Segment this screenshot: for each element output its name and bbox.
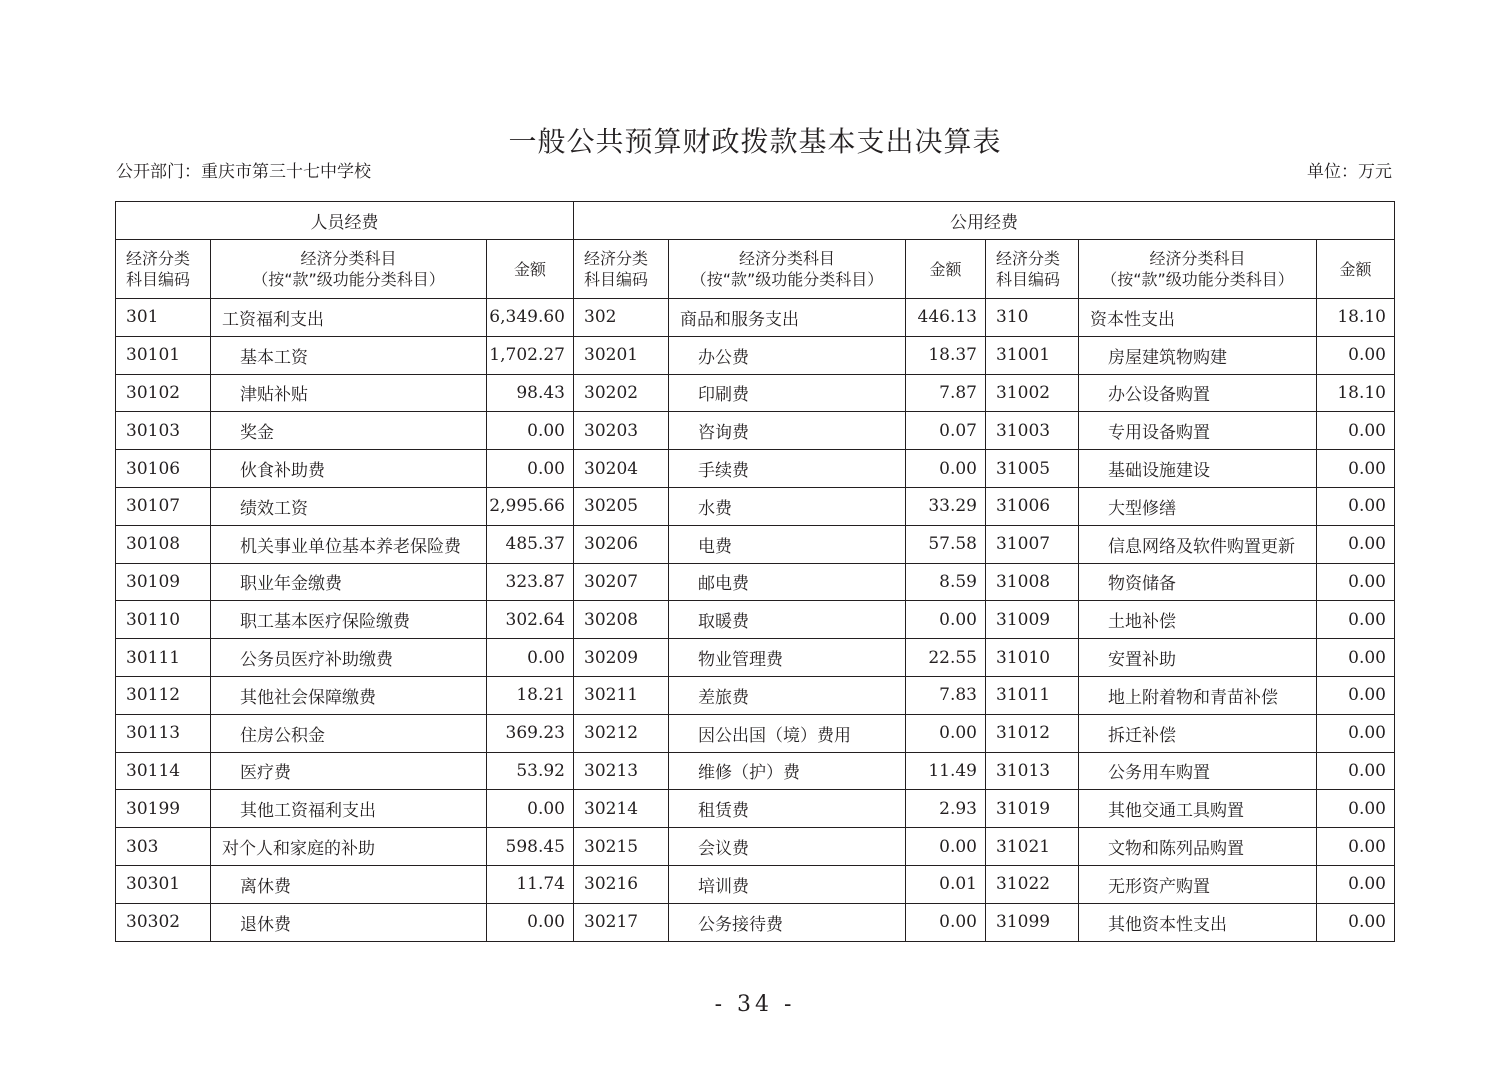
cell-amount: 0.00 — [906, 828, 986, 866]
cell-code: 31006 — [986, 487, 1079, 525]
cell-amount: 6,349.60 — [487, 299, 574, 337]
group-header-personnel: 人员经费 — [116, 202, 574, 240]
cell-name: 公务员医疗补助缴费 — [211, 639, 487, 677]
cell-amount: 598.45 — [487, 828, 574, 866]
table-body — [116, 299, 1395, 942]
cell-code: 30113 — [116, 714, 211, 752]
table-row — [116, 374, 1395, 412]
cell-name: 退休费 — [211, 903, 487, 941]
cell-amount: 369.23 — [487, 714, 574, 752]
cell-name: 离休费 — [211, 865, 487, 903]
cell-amount: 0.00 — [1317, 790, 1395, 828]
table-row — [116, 412, 1395, 450]
cell-name: 大型修缮 — [1079, 487, 1317, 525]
table-row — [116, 714, 1395, 752]
cell-code: 30199 — [116, 790, 211, 828]
cell-code: 30211 — [574, 676, 669, 714]
cell-name: 其他工资福利支出 — [211, 790, 487, 828]
cell-amount: 0.00 — [487, 450, 574, 488]
cell-code: 31021 — [986, 828, 1079, 866]
cell-code: 31009 — [986, 601, 1079, 639]
cell-code: 30107 — [116, 487, 211, 525]
cell-code: 30215 — [574, 828, 669, 866]
cell-amount: 98.43 — [487, 374, 574, 412]
cell-code: 30108 — [116, 525, 211, 563]
cell-code: 301 — [116, 299, 211, 337]
cell-code: 30201 — [574, 336, 669, 374]
cell-name: 奖金 — [211, 412, 487, 450]
cell-amount: 53.92 — [487, 752, 574, 790]
cell-code: 30213 — [574, 752, 669, 790]
cell-amount: 0.00 — [487, 790, 574, 828]
table-row — [116, 903, 1395, 941]
column-header-amount: 金额 — [906, 240, 986, 299]
cell-amount: 18.10 — [1317, 374, 1395, 412]
cell-name: 其他交通工具购置 — [1079, 790, 1317, 828]
cell-code: 31011 — [986, 676, 1079, 714]
cell-name: 差旅费 — [669, 676, 906, 714]
cell-code: 310 — [986, 299, 1079, 337]
table-row — [116, 336, 1395, 374]
cell-code: 31013 — [986, 752, 1079, 790]
cell-amount: 1,702.27 — [487, 336, 574, 374]
cell-name: 物资储备 — [1079, 563, 1317, 601]
cell-name: 物业管理费 — [669, 639, 906, 677]
cell-name: 培训费 — [669, 865, 906, 903]
cell-code: 30301 — [116, 865, 211, 903]
column-header-code: 经济分类 科目编码 — [116, 240, 211, 299]
cell-name: 取暖费 — [669, 601, 906, 639]
column-header-name: 经济分类科目 （按“款”级功能分类科目） — [211, 240, 487, 299]
cell-name: 水费 — [669, 487, 906, 525]
cell-amount: 485.37 — [487, 525, 574, 563]
cell-code: 31019 — [986, 790, 1079, 828]
cell-code: 31099 — [986, 903, 1079, 941]
cell-amount: 0.00 — [1317, 412, 1395, 450]
cell-code: 30101 — [116, 336, 211, 374]
cell-amount: 18.37 — [906, 336, 986, 374]
cell-amount: 18.21 — [487, 676, 574, 714]
cell-amount: 0.00 — [906, 714, 986, 752]
cell-amount: 0.00 — [1317, 639, 1395, 677]
expenditure-table — [115, 201, 1395, 942]
cell-name: 工资福利支出 — [211, 299, 487, 337]
cell-amount: 0.00 — [1317, 714, 1395, 752]
cell-name: 其他社会保障缴费 — [211, 676, 487, 714]
cell-name: 会议费 — [669, 828, 906, 866]
cell-name: 房屋建筑物购建 — [1079, 336, 1317, 374]
cell-code: 30208 — [574, 601, 669, 639]
table-row — [116, 676, 1395, 714]
department-label: 公开部门：重庆市第三十七中学校 — [116, 162, 371, 182]
cell-amount: 0.00 — [1317, 752, 1395, 790]
cell-code: 30209 — [574, 639, 669, 677]
cell-amount: 11.49 — [906, 752, 986, 790]
cell-name: 印刷费 — [669, 374, 906, 412]
cell-code: 31008 — [986, 563, 1079, 601]
cell-name: 安置补助 — [1079, 639, 1317, 677]
page-title: 一般公共预算财政拨款基本支出决算表 — [508, 125, 1002, 158]
cell-code: 30203 — [574, 412, 669, 450]
column-header-amount: 金额 — [487, 240, 574, 299]
cell-code: 31010 — [986, 639, 1079, 677]
cell-name: 公务接待费 — [669, 903, 906, 941]
cell-code: 30206 — [574, 525, 669, 563]
table-row — [116, 487, 1395, 525]
table-row — [116, 299, 1395, 337]
cell-name: 住房公积金 — [211, 714, 487, 752]
cell-amount: 0.00 — [1317, 828, 1395, 866]
cell-name: 伙食补助费 — [211, 450, 487, 488]
column-header-code: 经济分类 科目编码 — [574, 240, 669, 299]
column-header-code: 经济分类 科目编码 — [986, 240, 1079, 299]
cell-code: 30202 — [574, 374, 669, 412]
cell-amount: 57.58 — [906, 525, 986, 563]
cell-code: 30102 — [116, 374, 211, 412]
cell-amount: 0.00 — [1317, 487, 1395, 525]
cell-code: 30212 — [574, 714, 669, 752]
cell-name: 地上附着物和青苗补偿 — [1079, 676, 1317, 714]
table-row — [116, 601, 1395, 639]
cell-code: 31002 — [986, 374, 1079, 412]
cell-code: 30214 — [574, 790, 669, 828]
cell-amount: 7.87 — [906, 374, 986, 412]
cell-amount: 33.29 — [906, 487, 986, 525]
cell-amount: 0.00 — [1317, 336, 1395, 374]
cell-amount: 0.00 — [906, 450, 986, 488]
table-row — [116, 752, 1395, 790]
cell-code: 30204 — [574, 450, 669, 488]
cell-name: 专用设备购置 — [1079, 412, 1317, 450]
cell-name: 资本性支出 — [1079, 299, 1317, 337]
cell-amount: 0.01 — [906, 865, 986, 903]
column-header-row — [116, 240, 1395, 299]
cell-code: 30216 — [574, 865, 669, 903]
cell-amount: 2,995.66 — [487, 487, 574, 525]
table-row — [116, 639, 1395, 677]
table-row — [116, 563, 1395, 601]
cell-code: 30103 — [116, 412, 211, 450]
cell-name: 电费 — [669, 525, 906, 563]
cell-name: 租赁费 — [669, 790, 906, 828]
column-header-amount: 金额 — [1317, 240, 1395, 299]
cell-amount: 8.59 — [906, 563, 986, 601]
cell-amount: 0.00 — [1317, 601, 1395, 639]
cell-name: 医疗费 — [211, 752, 487, 790]
group-header-row — [116, 202, 1395, 240]
cell-name: 津贴补贴 — [211, 374, 487, 412]
cell-name: 咨询费 — [669, 412, 906, 450]
cell-amount: 0.00 — [1317, 450, 1395, 488]
table-row — [116, 865, 1395, 903]
cell-name: 职工基本医疗保险缴费 — [211, 601, 487, 639]
cell-amount: 2.93 — [906, 790, 986, 828]
page-number: - 34 - — [714, 992, 796, 1017]
cell-code: 30114 — [116, 752, 211, 790]
cell-name: 因公出国（境）费用 — [669, 714, 906, 752]
cell-amount: 0.00 — [1317, 903, 1395, 941]
cell-amount: 11.74 — [487, 865, 574, 903]
cell-name: 维修（护）费 — [669, 752, 906, 790]
cell-code: 31007 — [986, 525, 1079, 563]
cell-amount: 7.83 — [906, 676, 986, 714]
cell-name: 机关事业单位基本养老保险费 — [211, 525, 487, 563]
cell-amount: 0.00 — [487, 639, 574, 677]
cell-amount: 323.87 — [487, 563, 574, 601]
table-row — [116, 525, 1395, 563]
cell-amount: 0.00 — [487, 412, 574, 450]
cell-amount: 0.07 — [906, 412, 986, 450]
cell-amount: 0.00 — [906, 601, 986, 639]
cell-code: 30106 — [116, 450, 211, 488]
cell-code: 31005 — [986, 450, 1079, 488]
cell-amount: 22.55 — [906, 639, 986, 677]
cell-code: 30302 — [116, 903, 211, 941]
cell-name: 基础设施建设 — [1079, 450, 1317, 488]
cell-name: 办公费 — [669, 336, 906, 374]
cell-code: 30207 — [574, 563, 669, 601]
cell-code: 303 — [116, 828, 211, 866]
cell-amount: 302.64 — [487, 601, 574, 639]
cell-name: 绩效工资 — [211, 487, 487, 525]
table-row — [116, 450, 1395, 488]
cell-amount: 18.10 — [1317, 299, 1395, 337]
cell-amount: 0.00 — [1317, 525, 1395, 563]
cell-name: 信息网络及软件购置更新 — [1079, 525, 1317, 563]
table-row — [116, 790, 1395, 828]
unit-label: 单位：万元 — [1307, 162, 1392, 182]
column-header-name: 经济分类科目 （按“款”级功能分类科目） — [1079, 240, 1317, 299]
cell-name: 邮电费 — [669, 563, 906, 601]
cell-name: 对个人和家庭的补助 — [211, 828, 487, 866]
cell-name: 无形资产购置 — [1079, 865, 1317, 903]
group-header-public: 公用经费 — [574, 202, 1395, 240]
cell-code: 31001 — [986, 336, 1079, 374]
cell-code: 31003 — [986, 412, 1079, 450]
cell-name: 拆迁补偿 — [1079, 714, 1317, 752]
cell-name: 土地补偿 — [1079, 601, 1317, 639]
cell-name: 公务用车购置 — [1079, 752, 1317, 790]
cell-amount: 0.00 — [1317, 676, 1395, 714]
cell-amount: 0.00 — [487, 903, 574, 941]
cell-code: 30109 — [116, 563, 211, 601]
cell-code: 31022 — [986, 865, 1079, 903]
cell-name: 手续费 — [669, 450, 906, 488]
cell-name: 商品和服务支出 — [669, 299, 906, 337]
column-header-name: 经济分类科目 （按“款”级功能分类科目） — [669, 240, 906, 299]
cell-amount: 446.13 — [906, 299, 986, 337]
cell-code: 30205 — [574, 487, 669, 525]
cell-amount: 0.00 — [1317, 563, 1395, 601]
cell-code: 302 — [574, 299, 669, 337]
cell-code: 30217 — [574, 903, 669, 941]
cell-code: 30112 — [116, 676, 211, 714]
cell-name: 其他资本性支出 — [1079, 903, 1317, 941]
cell-code: 31012 — [986, 714, 1079, 752]
cell-name: 基本工资 — [211, 336, 487, 374]
cell-name: 文物和陈列品购置 — [1079, 828, 1317, 866]
cell-name: 办公设备购置 — [1079, 374, 1317, 412]
cell-code: 30111 — [116, 639, 211, 677]
cell-amount: 0.00 — [1317, 865, 1395, 903]
cell-code: 30110 — [116, 601, 211, 639]
cell-name: 职业年金缴费 — [211, 563, 487, 601]
table-row — [116, 828, 1395, 866]
cell-amount: 0.00 — [906, 903, 986, 941]
